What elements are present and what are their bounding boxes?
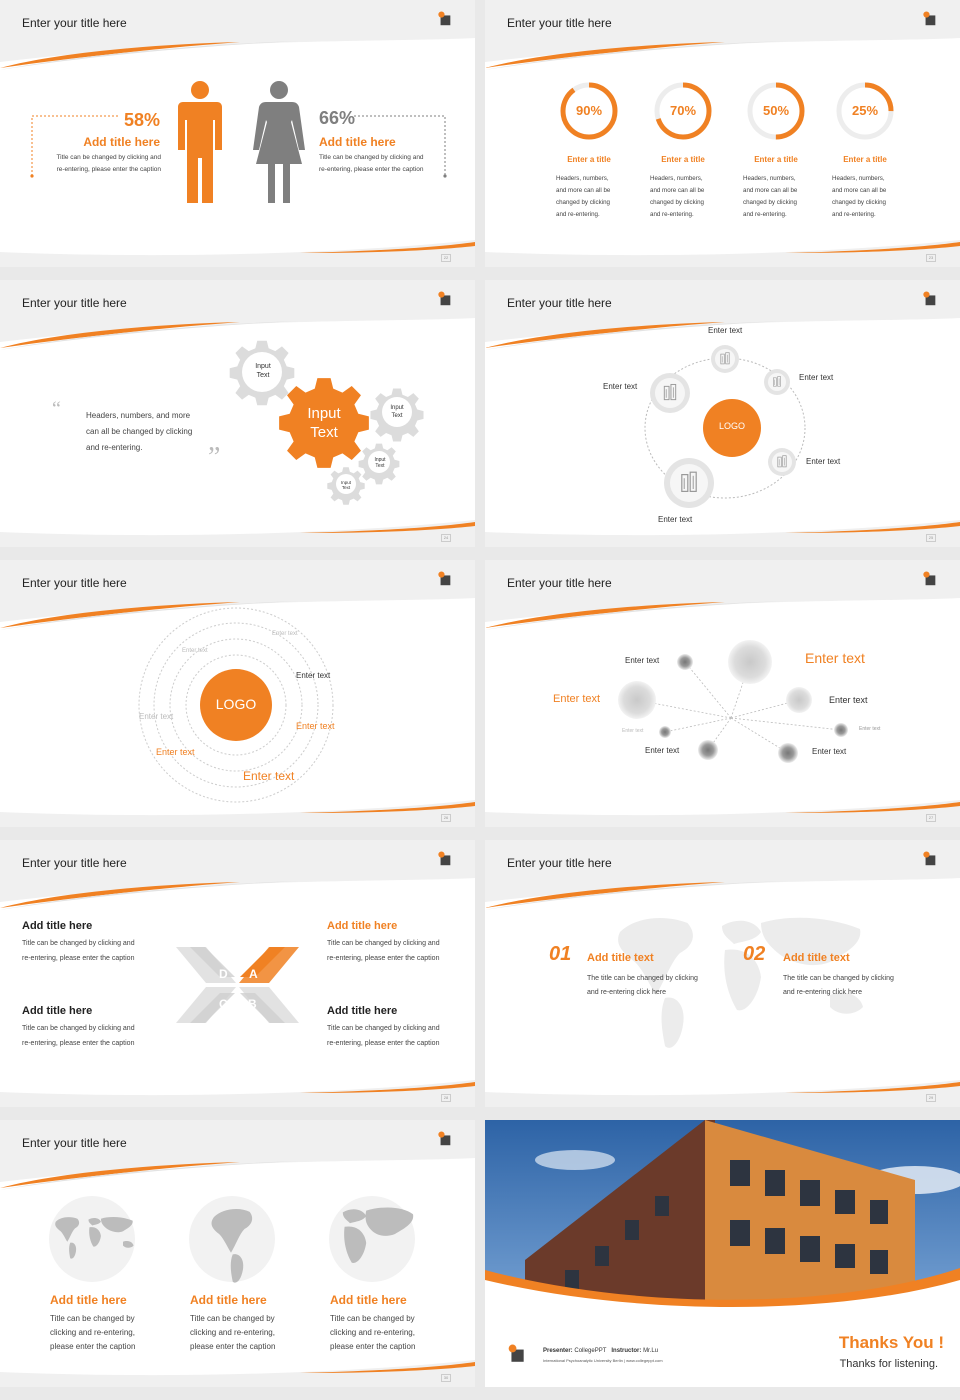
corner-logo-icon (437, 291, 453, 307)
progress-title: Enter a title (754, 155, 798, 164)
corner-logo-icon (437, 1131, 453, 1147)
ring-label-6: Enter text (156, 747, 195, 757)
progress-percentage: 70% (669, 103, 697, 118)
node-label-tiny-right: Enter text (859, 726, 881, 732)
presenter-line: Presenter: CollegePPT Instructor: Mr.Lu (543, 1348, 659, 1354)
progress-item-3 (745, 80, 807, 221)
right-caption: Title can be changed by clicking and re-entering, please enter the caption (319, 154, 424, 173)
slide-title: Enter your title here (22, 576, 127, 590)
node-label-tiny-left: Enter text (622, 728, 644, 734)
slide-title: Enter your title here (507, 576, 612, 590)
globe-caption-3: Title can be changed by clicking and re-entering, please enter the caption (330, 1314, 416, 1351)
slide-1[interactable] (0, 0, 475, 267)
right-percentage: 66% (319, 108, 356, 128)
ring-label-3: Enter text (296, 671, 331, 680)
left-caption: Title can be changed by clicking and re-entering, please enter the caption (56, 154, 161, 173)
node-label-big: Enter text (805, 650, 865, 666)
ring-label-4: Enter text (139, 712, 174, 721)
slide-4[interactable] (485, 280, 960, 547)
corner-logo-icon (437, 571, 453, 587)
item-caption-2: The title can be changed by clicking and re-entering click here (783, 975, 894, 996)
slide-title: Enter your title here (507, 296, 612, 310)
progress-title: Enter a title (661, 155, 705, 164)
block-top-right: Add title here Title can be changed by clicking and re-entering, please enter the caption (327, 920, 440, 962)
orbit-label-bottom: Enter text (658, 515, 693, 524)
open-quote-icon: “ (52, 398, 61, 420)
slide-title: Enter your title here (22, 856, 127, 870)
corner-logo-icon (437, 11, 453, 27)
quote-text: Headers, numbers, and more can all be changed by clicking and re-entering. (86, 411, 193, 452)
globe-icon-2 (187, 1194, 277, 1284)
letter-a: A (249, 967, 258, 981)
block-bottom-right: Add title here Title can be changed by clicking and re-entering, please enter the caption (327, 1005, 440, 1047)
slide-title: Enter your title here (507, 16, 612, 30)
block-bottom-left: Add title here Title can be changed by clicking and re-entering, please enter the caption (22, 1005, 135, 1047)
orbit-label-left: Enter text (603, 382, 638, 391)
slide-title: Enter your title here (22, 16, 127, 30)
item-number-1: 01 (549, 943, 572, 965)
gear-label-main: Input Text (307, 405, 341, 441)
center-logo: LOGO (215, 696, 257, 712)
ring-label-1: Enter text (272, 631, 298, 637)
left-title: Add title here (83, 135, 160, 149)
block-top-left: Add title here Title can be changed by clicking and re-entering, please enter the caption (22, 920, 135, 962)
slide-title: Enter your title here (22, 296, 127, 310)
progress-percentage: 50% (762, 103, 790, 118)
ring-label-7: Enter text (243, 769, 295, 783)
left-percentage: 58% (123, 110, 160, 130)
page-number: 25 (926, 534, 936, 542)
corner-logo-icon (437, 851, 453, 867)
corner-logo-icon (922, 571, 938, 587)
globe-icon-3 (327, 1194, 417, 1284)
closing-logo-icon (507, 1344, 527, 1364)
globe-title-1: Add title here (50, 1293, 127, 1307)
letter-c: C (219, 997, 228, 1011)
corner-logo-icon (922, 291, 938, 307)
item-title-2: Add title text (783, 952, 850, 964)
page-number: 26 (441, 814, 451, 822)
page-number: 28 (441, 1094, 451, 1102)
footer-text: International Psychoanalytic University Berlin | www.collegeppt.com (543, 1358, 663, 1363)
node-label-4: Enter text (812, 747, 847, 756)
letter-b: B (248, 997, 257, 1011)
close-quote-icon: ” (208, 442, 221, 473)
globe-title-3: Add title here (330, 1293, 407, 1307)
node-label-1: Enter text (625, 656, 660, 665)
globe-caption-2: Title can be changed by clicking and re-entering, please enter the caption (190, 1314, 276, 1351)
progress-caption: Headers, numbers, and more can all be changed by clicking and re-entering. (743, 175, 798, 218)
progress-item-4 (834, 80, 896, 221)
progress-percentage: 90% (575, 103, 603, 118)
orbit-label-right-bottom: Enter text (806, 457, 841, 466)
node-label-3: Enter text (645, 746, 680, 755)
progress-percentage: 25% (851, 103, 879, 118)
progress-caption: Headers, numbers, and more can all be changed by clicking and re-entering. (832, 175, 887, 218)
slide-title: Enter your title here (507, 856, 612, 870)
globe-caption-1: Title can be changed by clicking and re-entering, please enter the caption (50, 1314, 136, 1351)
center-logo: LOGO (718, 421, 745, 431)
corner-logo-icon (922, 11, 938, 27)
x-shape-diagram (160, 945, 315, 1025)
gear-label-tiny: Input Text (340, 480, 351, 490)
slide-3[interactable] (0, 280, 475, 547)
gear-label-small: Input Text (374, 457, 386, 469)
slide-title: Enter your title here (22, 1136, 127, 1150)
orbit-label-top: Enter text (708, 326, 743, 335)
progress-caption: Headers, numbers, and more can all be changed by clicking and re-entering. (556, 175, 611, 218)
ring-label-2: Enter text (182, 648, 208, 654)
item-title-1: Add title text (587, 952, 654, 964)
right-title: Add title here (319, 135, 396, 149)
page-number: 23 (926, 254, 936, 262)
page-number: 24 (441, 534, 451, 542)
orbit-label-right-top: Enter text (799, 373, 834, 382)
slide-6[interactable] (485, 560, 960, 827)
corner-logo-icon (922, 851, 938, 867)
thanks-subtitle: Thanks for listening. (839, 1358, 938, 1370)
page-number: 30 (441, 1374, 451, 1382)
globe-icon-1 (47, 1194, 137, 1284)
progress-title: Enter a title (567, 155, 611, 164)
man-icon (175, 80, 225, 205)
page-number: 22 (441, 254, 451, 262)
node-label-left: Enter text (553, 693, 601, 705)
item-number-2: 02 (743, 943, 766, 965)
page-number: 27 (926, 814, 936, 822)
item-caption-1: The title can be changed by clicking and re-entering click here (587, 975, 698, 996)
progress-item-2 (652, 80, 714, 221)
slide-8[interactable] (485, 840, 960, 1107)
slide-10-closing[interactable] (485, 1120, 960, 1387)
thanks-title: Thanks You ! (838, 1333, 944, 1352)
progress-title: Enter a title (843, 155, 887, 164)
slide-2[interactable] (485, 0, 960, 267)
ring-label-5: Enter text (296, 721, 335, 731)
progress-caption: Headers, numbers, and more can all be changed by clicking and re-entering. (650, 175, 705, 218)
woman-icon (252, 80, 306, 205)
gear-label-right: Input Text (390, 405, 404, 419)
letter-d: D (219, 967, 228, 981)
slide-9[interactable] (0, 1120, 475, 1387)
node-label-2: Enter text (829, 695, 868, 705)
globe-title-2: Add title here (190, 1293, 267, 1307)
slide-5[interactable] (0, 560, 475, 827)
progress-item-1 (558, 80, 620, 221)
page-number: 29 (926, 1094, 936, 1102)
gear-label-top: Input Text (255, 363, 271, 379)
slide-7[interactable] (0, 840, 475, 1107)
